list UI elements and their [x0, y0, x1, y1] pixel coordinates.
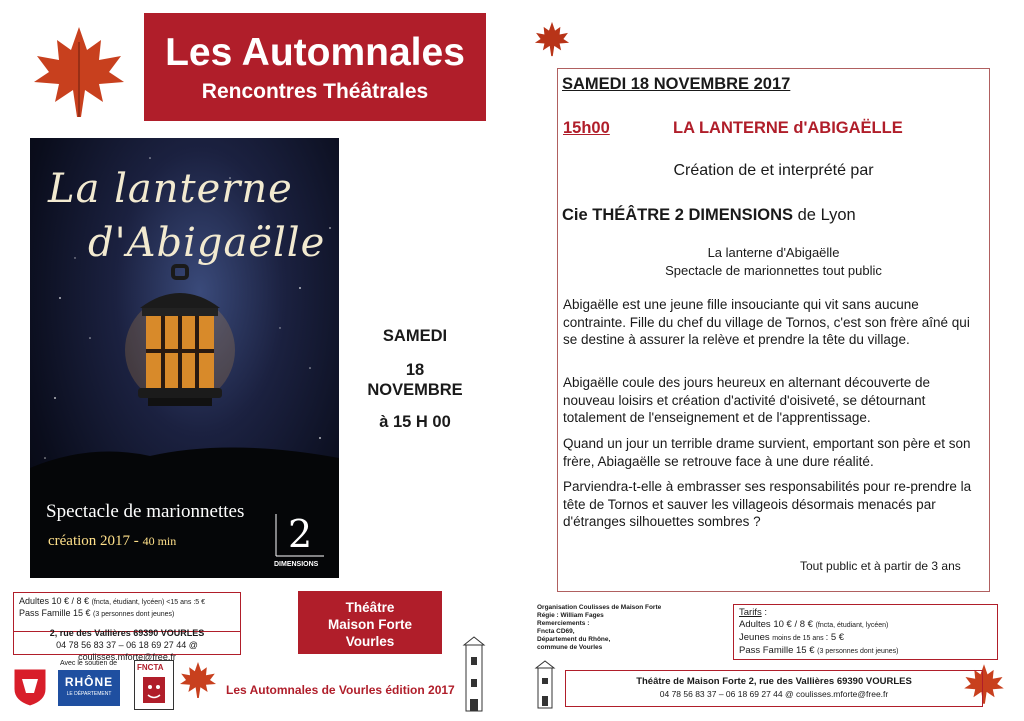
tarif-family — [739, 645, 992, 658]
rhone-support-label: Avec le soutien de — [60, 660, 118, 667]
festival-edition-title: Les Automnales de Vourles édition 2017 — [226, 683, 455, 697]
tarif-youth-label: Jeunes — [739, 632, 773, 643]
credit-line: commune de Vourles — [537, 644, 603, 651]
venue-address: Théâtre de Maison Forte 2, rue des Vallières 69390 VOURLES — [636, 676, 912, 687]
tarif-family-note: (3 personnes dont jeunes) — [817, 648, 899, 655]
address-box — [13, 623, 241, 662]
maison-forte-tower-icon — [460, 635, 488, 715]
tarif-youth-price: : 5 € — [825, 632, 845, 643]
poster-creation-label — [48, 533, 176, 550]
date-month: NOVEMBRE — [367, 381, 463, 399]
poster-duration: 40 min — [142, 534, 177, 548]
tarif-adults-price: Adultes 10 € / 8 € — [739, 619, 816, 630]
festival-title: Les Automnales — [165, 31, 465, 74]
tarifs-box — [733, 604, 998, 660]
maple-leaf-icon — [532, 20, 572, 58]
festival-subtitle: Rencontres Théâtrales — [201, 80, 429, 103]
tarif-family-price: Pass Famille 15 € — [739, 645, 818, 656]
program-company-city: de Lyon — [793, 206, 856, 224]
show-poster — [30, 138, 339, 578]
venue-banner — [298, 591, 442, 654]
synopsis-paragraph-1: Abigaëlle est une jeune fille insouciante qui vit sans aucune contrainte. Fille du chef du village de Tornos, c'est son frère aîné qui se destine à assurer la relève et prendre la tête du village. — [563, 297, 970, 347]
address-street: 2, rue des Vallières 69390 VOURLES — [49, 628, 205, 638]
program-creation-line: Création de et interprété par — [673, 162, 874, 179]
address-contact: 04 78 56 83 37 – 06 18 69 27 44 @ coulisses.mforte@free.fr — [56, 640, 198, 662]
date-time: à 15 H 00 — [379, 413, 451, 431]
credit-line: Département du Rhône, — [537, 636, 611, 643]
credit-line: Remerciements : — [537, 620, 590, 627]
price-family: Pass Famille 15 € — [19, 608, 94, 618]
tarifs-colon: : — [761, 607, 767, 618]
company-logo-number: 2 — [288, 512, 313, 556]
poster-creation-year: création 2017 - — [48, 533, 143, 549]
tarif-youth — [739, 632, 992, 645]
poster-spectacle-label: Spectacle de marionnettes — [46, 501, 245, 522]
tarifs-heading — [739, 607, 992, 619]
price-under15: <15 ans :5 € — [164, 599, 205, 606]
synopsis-paragraph-2: Abigaëlle coule des jours heureux en alternant découverte de nouveau loisirs et création d'activité d'oisiveté, se détournant totalement de l'enseignement et de l'apprentissage. — [563, 375, 930, 425]
venue-contact: 04 78 56 83 37 – 06 18 69 27 44 @ coulisses.mforte@free.fr — [659, 689, 889, 699]
venue-line1: Théâtre — [345, 600, 395, 615]
venue-line3: Vourles — [345, 634, 395, 649]
date-number-month — [345, 360, 485, 400]
program-subtitle-line1: La lanterne d'Abigaëlle — [707, 245, 840, 260]
poster-script-title-line1: La lanterne — [48, 166, 293, 212]
credit-line: Organisation Coulisses de Maison Forte — [537, 604, 662, 611]
price-line-adults — [19, 596, 235, 608]
program-time: 15h00 — [563, 119, 610, 137]
price-adults: Adultes 10 € / 8 € — [19, 596, 92, 606]
vourles-coat-of-arms-icon — [12, 667, 48, 707]
poster-script-title-line2: d'Abigaëlle — [88, 220, 326, 266]
venue-address-box — [565, 670, 983, 707]
date-number: 18 — [405, 361, 425, 379]
theatre-masks-icon — [135, 673, 173, 709]
tarifs-label: Tarifs — [739, 607, 762, 618]
venue-line2: Maison Forte — [327, 617, 412, 632]
company-logo — [272, 510, 328, 572]
maison-forte-tower-icon — [530, 660, 560, 710]
date-day: SAMEDI — [382, 327, 448, 345]
tarif-youth-note: moins de 15 ans — [772, 635, 826, 642]
rhone-dept: LE DÉPARTEMENT — [66, 691, 112, 697]
fncta-logo — [134, 660, 174, 710]
program-subtitle-line2: Spectacle de marionnettes tout public — [665, 263, 882, 278]
program-date: SAMEDI 18 NOVEMBRE 2017 — [562, 75, 791, 93]
price-line-family — [19, 608, 235, 620]
price-family-note: (3 personnes dont jeunes) — [93, 611, 175, 618]
rhone-department-logo — [58, 660, 120, 706]
date-block — [345, 326, 485, 446]
organisation-credits — [537, 604, 661, 652]
program-company — [562, 206, 856, 225]
credit-line: Régie : William Fages — [537, 612, 604, 619]
maple-leaf-icon — [178, 660, 218, 700]
tarif-adults — [739, 619, 992, 632]
rhone-name: RHÔNE — [64, 675, 114, 689]
synopsis-paragraph-3: Quand un jour un terrible drame survient, emportant son père et son frère, Abiagaëlle se retrouve face à une dure réalité. — [563, 436, 971, 469]
tarif-adults-note: (fncta, étudiant, lycéen) — [815, 622, 889, 629]
program-subtitle — [557, 244, 990, 280]
program-company-name: Cie THÉÂTRE 2 DIMENSIONS — [562, 206, 794, 224]
maple-leaf-icon — [24, 22, 134, 122]
credit-line: Fncta CD69, — [537, 628, 575, 635]
festival-title-banner — [144, 13, 486, 121]
synopsis-paragraph-4: Parviendra-t-elle à embrasser ses responsabilités pour re-prendre la tête de Tornos et sauver les villageois désormais menacés par d'étranges silhouettes sombres ? — [563, 479, 972, 529]
price-adults-note: (fncta, étudiant, lycéen) — [91, 599, 165, 606]
audience-note: Tout public et à partir de 3 ans — [800, 559, 961, 573]
program-show-title: LA LANTERNE d'ABIGAËLLE — [673, 119, 903, 137]
company-logo-text: DIMENSIONS — [274, 561, 319, 568]
fncta-label: FNCTA — [137, 663, 164, 672]
